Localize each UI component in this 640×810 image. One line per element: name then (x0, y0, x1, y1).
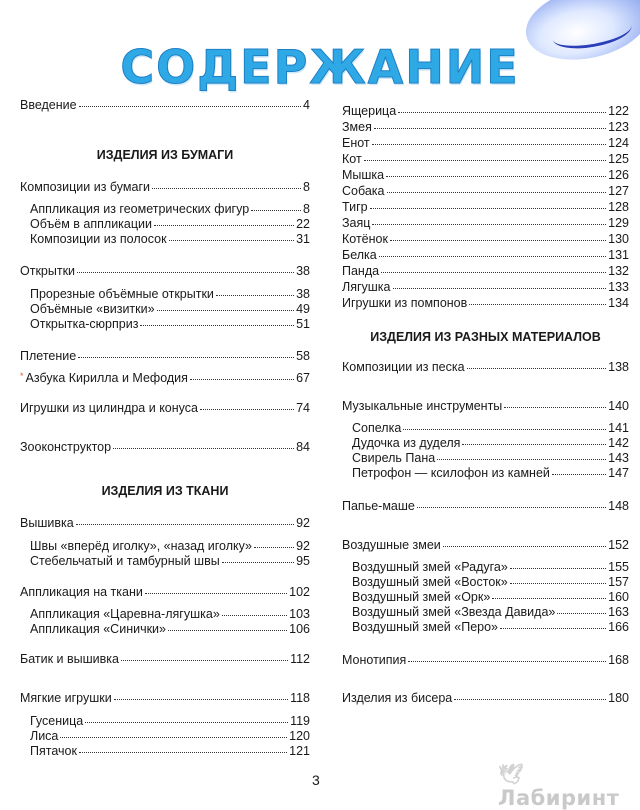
toc-entry-title: Игрушки из помпонов (342, 296, 468, 310)
toc-subentry[interactable] (20, 302, 310, 317)
toc-entry-title: Швы «вперёд иголку», «назад иголку» (30, 539, 252, 553)
toc-entry[interactable] (20, 264, 310, 279)
toc-page-number: 118 (290, 691, 310, 705)
toc-entry-title: Аппликация из геометрических фигур (30, 202, 250, 216)
toc-page-number: 8 (303, 180, 310, 194)
toc-page-number: 143 (608, 451, 629, 465)
toc-page-number: 106 (289, 622, 310, 636)
toc-page-number: 160 (608, 590, 629, 604)
dot-leader (504, 407, 606, 408)
toc-entry[interactable] (20, 401, 310, 416)
toc-entry-title: Воздушный змей «Орк» (352, 590, 491, 604)
toc-page-number: 112 (290, 652, 310, 666)
dot-leader (85, 722, 288, 723)
toc-entry-title: Ящерица (342, 104, 397, 118)
dot-leader (467, 368, 607, 369)
toc-subentry[interactable] (342, 590, 629, 605)
dot-leader (79, 752, 287, 753)
toc-page-number: 74 (296, 401, 310, 415)
toc-subentry[interactable] (20, 217, 310, 232)
dot-leader (462, 444, 606, 445)
toc-entry-title: Кот (342, 152, 362, 166)
toc-entry-title: Введение (20, 98, 77, 112)
toc-page-number: 31 (296, 232, 310, 246)
toc-entry[interactable] (342, 248, 629, 263)
toc-page-number: 8 (303, 202, 310, 216)
toc-page-number: 22 (296, 217, 310, 231)
toc-entry-title: Мягкие игрушки (20, 691, 112, 705)
toc-entry[interactable] (342, 152, 629, 167)
dot-leader (437, 459, 606, 460)
dot-leader (398, 112, 606, 113)
toc-entry[interactable] (342, 691, 629, 706)
toc-entry[interactable] (342, 200, 629, 215)
toc-entry[interactable] (20, 585, 310, 600)
dot-leader (557, 613, 606, 614)
toc-entry[interactable] (342, 184, 629, 199)
dot-leader (417, 507, 606, 508)
toc-page-number: 140 (608, 399, 629, 413)
toc-entry[interactable] (20, 371, 310, 387)
toc-page-number: 84 (296, 440, 310, 454)
toc-entry-title: Панда (342, 264, 380, 278)
toc-entry-title: Енот (342, 136, 370, 150)
toc-page-number: 148 (608, 499, 629, 513)
dot-leader (390, 240, 606, 241)
toc-entry-title: Котёнок (342, 232, 388, 246)
dot-leader (372, 144, 606, 145)
dot-leader (60, 737, 287, 738)
toc-page-number: 141 (608, 421, 629, 435)
toc-subentry[interactable] (342, 451, 629, 466)
toc-page-number: 130 (608, 232, 629, 246)
toc-entry[interactable] (342, 499, 629, 514)
toc-entry-title: Змея (342, 120, 372, 134)
toc-page-number: 4 (303, 98, 310, 112)
toc-entry-title: Композиции из песка (342, 360, 465, 374)
toc-entry-title: Аппликация «Царевна-лягушка» (30, 607, 220, 621)
toc-page-number: 157 (608, 575, 629, 589)
dot-leader (379, 256, 606, 257)
dot-leader (216, 295, 294, 296)
toc-entry-title: Изделия из бисера (342, 691, 453, 705)
toc-page-number: 138 (608, 360, 629, 374)
dot-leader (469, 304, 606, 305)
toc-entry[interactable] (342, 538, 629, 553)
dot-leader (140, 325, 294, 326)
toc-entry[interactable] (342, 120, 629, 135)
toc-page-number: 126 (608, 168, 629, 182)
dot-leader (403, 429, 606, 430)
toc-subentry[interactable] (20, 607, 310, 622)
toc-entry-title: Тигр (342, 200, 368, 214)
toc-subentry[interactable] (20, 622, 310, 637)
toc-page-number: 142 (608, 436, 629, 450)
toc-page-number: 128 (608, 200, 629, 214)
dot-leader (254, 547, 294, 548)
dot-leader (152, 188, 301, 189)
toc-entry[interactable] (20, 349, 310, 364)
toc-entry-title: Музыкальные инструменты (342, 399, 503, 413)
toc-entry-title: Аппликация на ткани (20, 585, 143, 599)
dot-leader (500, 628, 606, 629)
toc-entry-title: Сопелка (352, 421, 402, 435)
toc-subentry[interactable] (20, 287, 310, 302)
toc-entry[interactable] (342, 264, 629, 279)
dot-leader (552, 474, 606, 475)
section-heading: ИЗДЕЛИЯ ИЗ РАЗНЫХ МАТЕРИАЛОВ (370, 330, 601, 344)
dot-leader (510, 583, 606, 584)
toc-entry-title: Гусеница (30, 714, 84, 728)
dot-leader (114, 699, 288, 700)
dot-leader (381, 272, 606, 273)
toc-page-number: 133 (608, 280, 629, 294)
toc-entry-title: Лягушка (342, 280, 391, 294)
dot-leader (79, 106, 301, 107)
toc-entry-title: Монотипия (342, 653, 407, 667)
toc-page-number: 102 (289, 585, 310, 599)
toc-entry-title: Игрушки из цилиндра и конуса (20, 401, 198, 415)
toc-subentry[interactable] (20, 202, 310, 217)
toc-page-number: 155 (608, 560, 629, 574)
toc-subentry[interactable] (20, 539, 310, 554)
dot-leader (387, 192, 607, 193)
toc-page-number: 120 (289, 729, 310, 743)
dot-leader (370, 208, 607, 209)
toc-subentry[interactable] (342, 560, 629, 575)
toc-entry-title: Прорезные объёмные открытки (30, 287, 214, 301)
section-heading: ИЗДЕЛИЯ ИЗ БУМАГИ (96, 148, 234, 162)
dot-leader (78, 357, 294, 358)
toc-entry-title: Воздушный змей «Восток» (352, 575, 508, 589)
toc-entry-title: Петрофон — ксилофон из камней (352, 466, 550, 480)
dot-leader (169, 240, 295, 241)
toc-entry[interactable] (20, 440, 310, 455)
dot-leader (386, 176, 606, 177)
toc-entry-title: Вышивка (20, 516, 74, 530)
toc-entry-title: Собака (342, 184, 385, 198)
toc-subentry[interactable] (342, 421, 629, 436)
toc-entry[interactable] (342, 360, 629, 375)
toc-page-number: 103 (289, 607, 310, 621)
toc-entry-title: Белка (342, 248, 377, 262)
toc-subentry[interactable] (342, 620, 629, 635)
dot-leader (393, 288, 607, 289)
page-title: СОДЕРЖАНИЕ (120, 40, 520, 94)
dot-leader (77, 272, 294, 273)
toc-subentry[interactable] (342, 605, 629, 620)
dot-leader (145, 593, 287, 594)
bird-icon: 🕊 (498, 762, 524, 786)
toc-entry[interactable] (342, 280, 629, 295)
toc-page-number: 49 (296, 302, 310, 316)
toc-subentry[interactable] (342, 466, 629, 481)
toc-page-number: 125 (608, 152, 629, 166)
dot-leader (364, 160, 606, 161)
toc-entry[interactable] (20, 516, 310, 531)
toc-subentry[interactable] (20, 317, 310, 332)
section-heading: ИЗДЕЛИЯ ИЗ ТКАНИ (101, 484, 229, 498)
toc-entry-title: Папье-маше (342, 499, 415, 513)
toc-page-number: 122 (608, 104, 629, 118)
toc-subentry[interactable] (20, 729, 310, 744)
dot-leader (222, 562, 294, 563)
toc-entry-title: Азбука Кирилла и Мефодия (25, 371, 188, 385)
toc-subentry[interactable] (20, 554, 310, 569)
dot-leader (168, 630, 287, 631)
toc-entry-title: Мышка (342, 168, 385, 182)
toc-entry-title: Воздушный змей «Перо» (352, 620, 498, 634)
dot-leader (113, 448, 294, 449)
toc-page-number: 38 (296, 287, 310, 301)
toc-page-number: 134 (608, 296, 629, 310)
toc-entry-title: Плетение (20, 349, 77, 363)
toc-page-number: 123 (608, 120, 629, 134)
toc-entry[interactable] (20, 180, 310, 195)
toc-page-number: 132 (608, 264, 629, 278)
toc-entry-title: Объёмные «визитки» (30, 302, 155, 316)
dot-leader (408, 661, 606, 662)
toc-entry-title: Стебельчатый и тамбурный швы (30, 554, 220, 568)
toc-entry[interactable] (342, 104, 629, 119)
toc-entry-title: Объём в аппликации (30, 217, 152, 231)
toc-page-number: 51 (296, 317, 310, 331)
toc-page-number: 124 (608, 136, 629, 150)
toc-entry-title: Зооконструктор (20, 440, 112, 454)
dot-leader (510, 568, 606, 569)
dot-leader (374, 128, 606, 129)
toc-page-number: 127 (608, 184, 629, 198)
toc-entry[interactable] (20, 691, 310, 706)
toc-page-number: 38 (296, 264, 310, 278)
toc-entry-title: Аппликация «Синички» (30, 622, 166, 636)
toc-entry[interactable] (342, 232, 629, 247)
dot-leader (190, 379, 294, 380)
dot-leader (222, 615, 287, 616)
toc-entry-title: Заяц (342, 216, 371, 230)
toc-entry-title: Воздушный змей «Радуга» (352, 560, 508, 574)
toc-subentry[interactable] (342, 575, 629, 590)
toc-entry-title: Лиса (30, 729, 59, 743)
toc-page-number: 58 (296, 349, 310, 363)
toc-entry-title: Открытка-сюрприз (30, 317, 139, 331)
toc-page-number: 121 (289, 744, 310, 758)
dot-leader (200, 409, 294, 410)
toc-entry[interactable] (20, 652, 310, 667)
toc-page-number: 168 (608, 653, 629, 667)
dot-leader (76, 524, 294, 525)
toc-page-number: 166 (608, 620, 629, 634)
toc-subentry[interactable] (20, 714, 310, 729)
toc-page-number: 119 (290, 714, 310, 728)
dot-leader (157, 310, 295, 311)
dot-leader (154, 225, 294, 226)
toc-page-number: 180 (608, 691, 629, 705)
toc-entry-title: Воздушный змей «Звезда Давида» (352, 605, 556, 619)
watermark-text: Лабиринт (498, 786, 620, 810)
toc-page-number: 92 (296, 539, 310, 553)
toc-subentry[interactable] (20, 232, 310, 247)
dot-leader (454, 699, 606, 700)
watermark (498, 762, 638, 810)
toc-subentry[interactable] (20, 744, 310, 759)
page-number: 3 (312, 772, 320, 788)
toc-page-number: 163 (608, 605, 629, 619)
star-icon: * (20, 371, 24, 381)
toc-entry[interactable] (20, 98, 310, 113)
toc-page-number: 129 (608, 216, 629, 230)
toc-entry-title: Композиции из полосок (30, 232, 167, 246)
toc-page-number: 152 (608, 538, 629, 552)
toc-entry-title: Композиции из бумаги (20, 180, 150, 194)
dot-leader (492, 598, 606, 599)
toc-entry-title: Свирель Пана (352, 451, 436, 465)
toc-entry[interactable] (342, 653, 629, 668)
toc-entry-title: Дудочка из дуделя (352, 436, 461, 450)
dot-leader (251, 210, 301, 211)
toc-entry[interactable] (342, 216, 629, 231)
toc-entry[interactable] (342, 168, 629, 183)
dot-leader (372, 224, 606, 225)
toc-page-number: 92 (296, 516, 310, 530)
toc-entry-title: Пятачок (30, 744, 77, 758)
toc-entry-title: Открытки (20, 264, 76, 278)
toc-entry-title: Батик и вышивка (20, 652, 119, 666)
toc-page-number: 67 (296, 371, 310, 385)
toc-entry[interactable] (342, 136, 629, 151)
toc-subentry[interactable] (342, 436, 629, 451)
dot-leader (121, 660, 288, 661)
toc-entry[interactable] (342, 399, 629, 414)
toc-page-number: 147 (608, 466, 629, 480)
dot-leader (443, 546, 606, 547)
toc-page-number: 131 (608, 248, 629, 262)
toc-entry[interactable] (342, 296, 629, 311)
toc-page-number: 95 (296, 554, 310, 568)
toc-entry-title: Воздушные змеи (342, 538, 441, 552)
